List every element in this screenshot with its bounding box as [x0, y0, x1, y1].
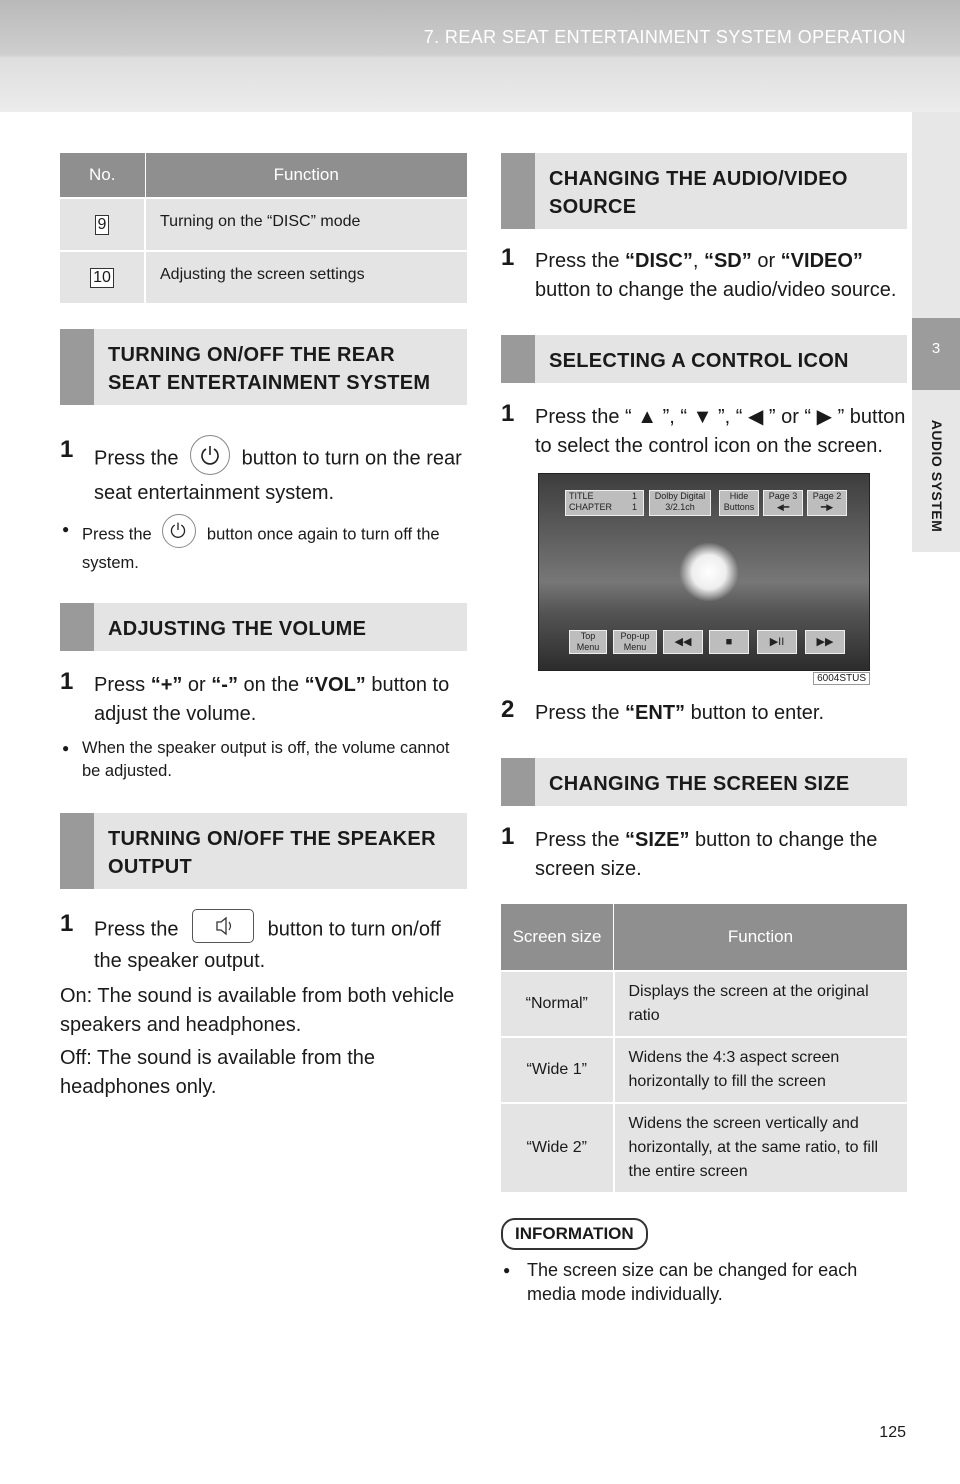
information-box	[501, 1218, 907, 1306]
table-row	[501, 971, 907, 1037]
information-bullet: ● The screen size can be changed for each media mode individually.	[501, 1258, 907, 1306]
screen-size-table	[501, 904, 907, 1192]
step: 1 Press the “ ▲ ”, “ ▼ ”, “ ◀ ” or “ ▶ ” button to select the control icon on the screen.	[501, 400, 906, 457]
step-number: 1	[501, 244, 515, 271]
paragraph: On: The sound is available from both vehicle speakers and headphones.	[60, 985, 455, 1036]
step: 1 Press the button to turn on/off the speaker output.	[60, 910, 441, 972]
table-cell: “Wide 1”	[501, 1037, 614, 1103]
header-band	[0, 0, 960, 112]
section-heading: CHANGING THE SCREEN SIZE	[501, 758, 907, 806]
figure-label: 6004STUS	[813, 672, 870, 685]
right-arrow-icon: ━▶	[820, 502, 834, 512]
chapter-label: AUDIO SYSTEM	[929, 419, 945, 533]
chapter-tab	[912, 318, 960, 390]
table-row	[501, 1103, 907, 1192]
table-cell: “Normal”	[501, 971, 614, 1037]
popup-menu-button[interactable]: Pop-up Menu	[613, 630, 657, 654]
note-bullet: ● Press the button once again to turn off the system.	[60, 518, 467, 575]
section-heading: TURNING ON/OFF THE REAR SEAT ENTERTAINMENT SYSTEM	[60, 329, 467, 405]
function-table	[60, 153, 467, 303]
table-cell: Displays the screen at the original ratio	[614, 971, 908, 1037]
table-row	[60, 198, 467, 251]
rewind-button[interactable]: ◀◀	[663, 630, 703, 654]
section-heading: CHANGING THE AUDIO/VIDEO SOURCE	[501, 153, 907, 229]
table-cell: Widens the screen vertically and horizontally, at the same ratio, to fill the entire screen	[614, 1103, 908, 1192]
table-row	[60, 251, 467, 303]
table-header-function: Function	[614, 904, 908, 971]
table-header-function: Function	[145, 153, 467, 198]
stop-button[interactable]: ■	[709, 630, 749, 654]
table-header-no: No.	[60, 153, 145, 198]
sun-glow	[679, 542, 739, 602]
screen-figure	[538, 473, 870, 684]
step-number: 1	[60, 436, 74, 463]
table-cell: Widens the 4:3 aspect screen horizontally to fill the screen	[614, 1037, 908, 1103]
step: 1 Press the “DISC”, “SD” or “VIDEO” button to change the audio/video source.	[501, 244, 897, 301]
header-title: 7. REAR SEAT ENTERTAINMENT SYSTEM OPERATION	[423, 27, 906, 47]
section-heading: TURNING ON/OFF THE SPEAKER OUTPUT	[60, 813, 467, 889]
step-number: 1	[60, 910, 74, 937]
table-header-size: Screen size	[501, 904, 614, 971]
left-column	[60, 153, 467, 1102]
chapter-number: 3	[931, 340, 941, 357]
page-number: 125	[879, 1424, 906, 1441]
fast-forward-button[interactable]: ▶▶	[805, 630, 845, 654]
title-chapter-box: TITLE 1 CHAPTER 1	[565, 490, 644, 516]
table-row	[501, 1037, 907, 1103]
step: 1 Press the “SIZE” button to change the screen size.	[501, 823, 878, 880]
section-heading: SELECTING A CONTROL ICON	[501, 335, 907, 383]
step-number: 1	[60, 668, 74, 695]
right-column	[501, 153, 907, 1306]
audio-format-box: Dolby Digital 3/2.1ch	[649, 490, 711, 516]
note-bullet: ● When the speaker output is off, the volume cannot be adjusted.	[60, 737, 467, 783]
step-number: 1	[501, 400, 515, 427]
number-badge: 10	[90, 268, 114, 288]
number-badge: 9	[95, 215, 110, 235]
step: 2 Press the “ENT” button to enter.	[501, 696, 825, 724]
paragraph: Off: The sound is available from the headphones only.	[60, 1047, 375, 1098]
top-menu-button[interactable]: Top Menu	[569, 630, 607, 654]
left-arrow-icon: ◀━	[776, 502, 790, 512]
table-cell: “Wide 2”	[501, 1103, 614, 1192]
power-icon	[190, 435, 230, 475]
step-number: 1	[501, 823, 515, 850]
hide-buttons-button[interactable]: Hide Buttons	[719, 490, 759, 516]
play-pause-button[interactable]: ▶II	[757, 630, 797, 654]
page3-button[interactable]: Page 3 ◀━	[763, 490, 803, 516]
table-cell: Turning on the “DISC” mode	[145, 198, 467, 251]
step: 1 Press “+” or “-” on the “VOL” button to adjust the volume.	[60, 668, 450, 725]
information-label: INFORMATION	[501, 1218, 648, 1250]
table-cell: Adjusting the screen settings	[145, 251, 467, 303]
step-number: 2	[501, 696, 515, 723]
speaker-icon	[192, 909, 254, 943]
screen-image	[538, 473, 870, 671]
page2-button[interactable]: Page 2 ━▶	[807, 490, 847, 516]
step: 1 Press the button to turn on the rear seat entertainment system.	[60, 436, 462, 504]
section-heading: ADJUSTING THE VOLUME	[60, 603, 467, 651]
power-icon	[162, 514, 196, 548]
